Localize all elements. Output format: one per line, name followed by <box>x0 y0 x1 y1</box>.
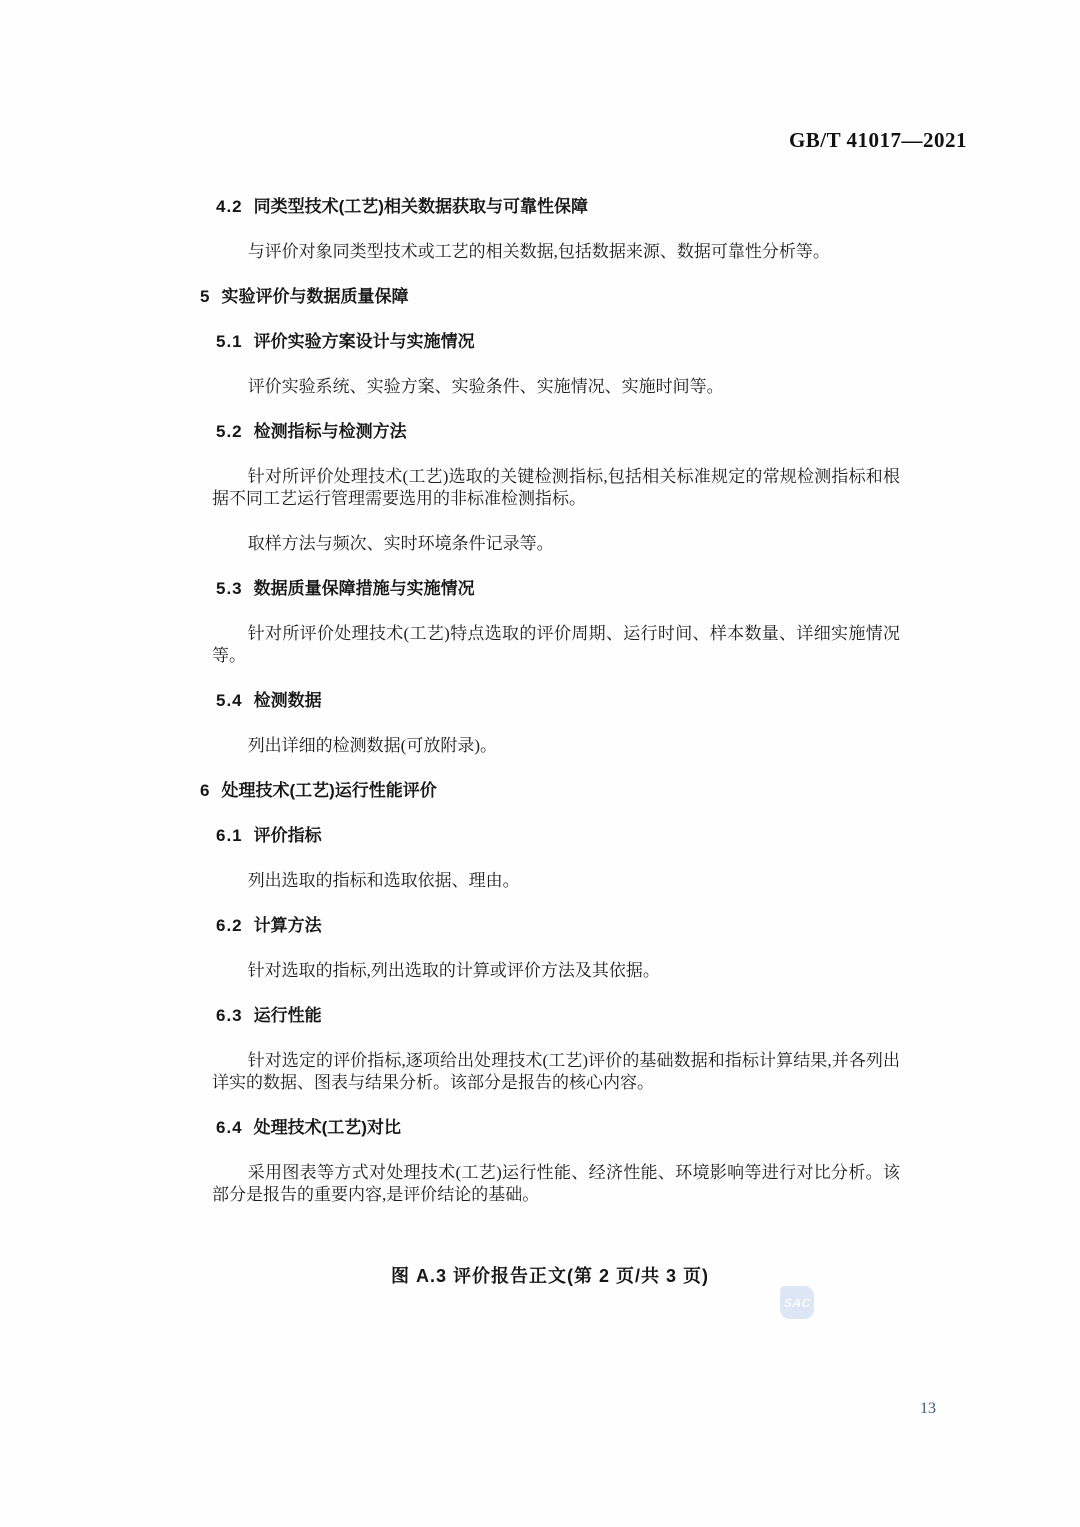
paragraph: 取样方法与频次、实时环境条件记录等。 <box>247 534 554 553</box>
figure-caption: 图 A.3 评价报告正文(第 2 页/共 3 页) <box>390 1266 710 1286</box>
paragraph: 评价实验系统、实验方案、实验条件、实施情况、实施时间等。 <box>247 377 724 396</box>
clause-title: 检测指标与检测方法 <box>253 422 407 441</box>
clause-number: 6.1 <box>216 826 243 845</box>
paragraph: 列出详细的检测数据(可放附录)。 <box>247 736 498 755</box>
clause-heading <box>216 1117 900 1139</box>
clause-number: 5.2 <box>216 422 243 441</box>
page-number: 13 <box>920 1400 936 1417</box>
clause-heading <box>216 690 900 712</box>
clause-number: 5.1 <box>216 332 243 351</box>
sac-logo <box>780 1286 814 1319</box>
paragraph: 采用图表等方式对处理技术(工艺)运行性能、经济性能、环境影响等进行对比分析。该部分是报告的重要内容,是评价结论的基础。 <box>212 1163 900 1204</box>
clause-title: 评价指标 <box>253 826 322 845</box>
clause-heading <box>216 196 900 218</box>
clause-heading <box>216 578 900 600</box>
clause-number: 4.2 <box>216 197 243 216</box>
document-body <box>200 196 900 1229</box>
standard-number: GB/T 41017—2021 <box>788 128 967 152</box>
clause-heading <box>216 915 900 937</box>
paragraph: 针对选取的指标,列出选取的计算或评价方法及其依据。 <box>247 961 660 980</box>
clause-number: 5 <box>200 287 211 306</box>
sac-logo-text: SAC <box>782 1295 812 1310</box>
paragraph: 与评价对象同类型技术或工艺的相关数据,包括数据来源、数据可靠性分析等。 <box>247 242 830 261</box>
clause-title: 处理技术(工艺)对比 <box>253 1118 401 1137</box>
paragraph: 列出选取的指标和选取依据、理由。 <box>247 871 520 890</box>
clause-title: 处理技术(工艺)运行性能评价 <box>221 781 437 800</box>
clause-heading <box>200 286 900 308</box>
clause-title: 数据质量保障措施与实施情况 <box>253 579 475 598</box>
clause-heading <box>216 421 900 443</box>
clause-number: 6 <box>200 781 211 800</box>
clause-title: 实验评价与数据质量保障 <box>221 287 409 306</box>
clause-title: 检测数据 <box>253 691 322 710</box>
paragraph: 针对所评价处理技术(工艺)选取的关键检测指标,包括相关标准规定的常规检测指标和根据不同工艺运行管理需要选用的非标准检测指标。 <box>212 467 900 508</box>
clause-heading <box>216 825 900 847</box>
clause-number: 6.2 <box>216 916 243 935</box>
paragraph: 针对所评价处理技术(工艺)特点选取的评价周期、运行时间、样本数量、详细实施情况等。 <box>212 624 900 665</box>
clause-number: 5.4 <box>216 691 243 710</box>
clause-heading <box>200 780 900 802</box>
clause-number: 6.3 <box>216 1006 243 1025</box>
clause-number: 5.3 <box>216 579 243 598</box>
clause-title: 评价实验方案设计与实施情况 <box>253 332 475 351</box>
clause-heading <box>216 331 900 353</box>
clause-number: 6.4 <box>216 1118 243 1137</box>
clause-title: 计算方法 <box>253 916 322 935</box>
paragraph: 针对选定的评价指标,逐项给出处理技术(工艺)评价的基础数据和指标计算结果,并各列出详实的数据、图表与结果分析。该部分是报告的核心内容。 <box>212 1051 900 1092</box>
clause-title: 运行性能 <box>253 1006 322 1025</box>
clause-heading <box>216 1005 900 1027</box>
clause-title: 同类型技术(工艺)相关数据获取与可靠性保障 <box>253 197 588 216</box>
